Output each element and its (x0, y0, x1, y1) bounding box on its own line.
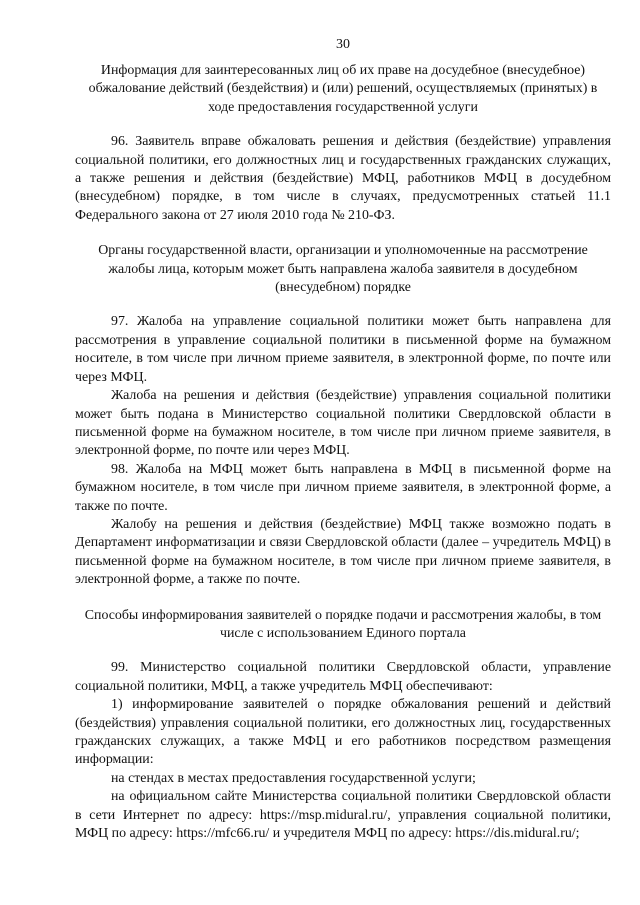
page-number: 30 (336, 37, 350, 52)
paragraph-99-item-1: 1) информирование заявителей о порядке обжалования решений и действий (бездействия) управления социальной политики, его должностных лиц, государственных гражданских служащих, а также МФЦ и его работников посредством размещения информации: (75, 697, 611, 768)
paragraph-96: 96. Заявитель вправе обжаловать решения и действия (бездействие) управления социальной политики, его должностных лиц и государственных гражданских служащих, а также решения и действия (бездействие) МФЦ, работников МФЦ в досудебном (внесудебном) порядке, в том числе в случаях, предусмотренных статьей 11.1 Федерального закона от 27 июля 2010 года № 210-ФЗ. (75, 134, 611, 223)
paragraph-99: 99. Министерство социальной политики Свердловской области, управление социальной политики, МФЦ, а также учредитель МФЦ обеспечивают: (75, 660, 611, 694)
paragraph-98: 98. Жалоба на МФЦ может быть направлена в МФЦ в письменной форме на бумажном носителе, в том числе при личном приеме заявителя, в электронной форме, а также по почте. (75, 461, 611, 514)
section-heading-authorities: Органы государственной власти, организации и уполномоченные на рассмотрение жалобы лица, которым может быть направлена жалоба заявителя в досудебном (внесудебном) порядке (98, 243, 588, 296)
paragraph-98-continued: Жалобу на решения и действия (бездействие) МФЦ также возможно подать в Департамент информатизации и связи Свердловской области (далее – учредитель МФЦ) в письменной форме на бумажном носителе, в том числе при личном приеме заявителя, в электронной форме, а также по почте. (75, 516, 611, 588)
document-page (75, 36, 611, 843)
section-heading-appeal-right: Информация для заинтересованных лиц об их праве на досудебное (внесудебное) обжалование действий (бездействия) и (или) решений, осуществляемых (принятых) в ходе предоставления государственной услуги (88, 63, 598, 115)
paragraph-99-stands: на стендах в местах предоставления государственной услуги; (111, 770, 476, 786)
paragraph-99-websites: на официальном сайте Министерства социальной политики Свердловской области в сети Интернет по адресу: https://msp.midural.ru/, управления социальной политики, МФЦ по адресу: https://mfc66.ru/ и учредителя МФЦ по адресу: https://dis.midural.ru/; (75, 789, 611, 842)
section-heading-informing: Способы информирования заявителей о порядке подачи и рассмотрения жалобы, в том числе с использованием Единого портала (84, 607, 602, 641)
paragraph-97-continued: Жалоба на решения и действия (бездействие) управления социальной политики может быть подана в Министерство социальной политики Свердловской области в письменной форме на бумажном носителе, в том числе при личном приеме заявителя, в электронной форме, по почте или через МФЦ. (75, 388, 611, 459)
paragraph-97: 97. Жалоба на управление социальной политики может быть направлена для рассмотрения в управление социальной политики в письменной форме на бумажном носителе, в том числе при личном приеме заявителя, в электронной форме, по почте или через МФЦ. (75, 314, 611, 385)
